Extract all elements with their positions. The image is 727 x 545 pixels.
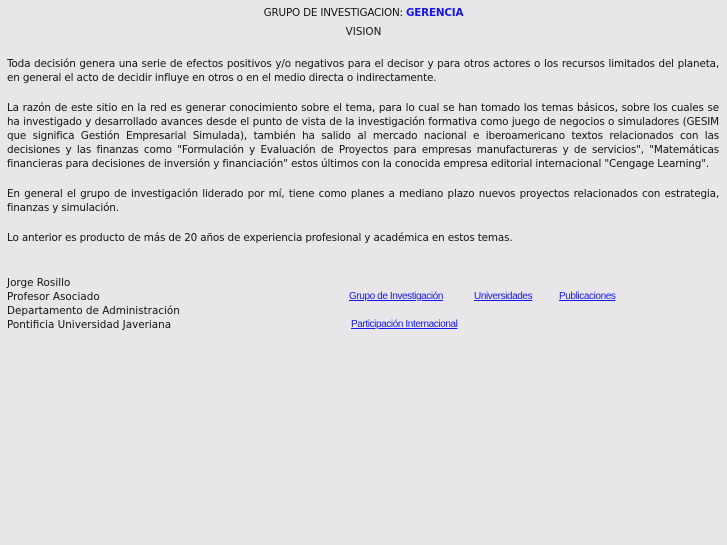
link-participacion-internacional[interactable]: Participación Internacional bbox=[351, 319, 458, 330]
paragraph: Toda decisión genera una serie de efectos positivos y/o negativos para el decisor y para otros actores o los recursos limitados del planeta, en general el acto de decidir influye en otros o en el medio directa o indirectamente. bbox=[7, 58, 719, 84]
author-university: Pontificia Universidad Javeriana bbox=[7, 319, 172, 331]
author-department: Departamento de Administración bbox=[7, 305, 180, 317]
page-title bbox=[0, 7, 727, 19]
vision-text bbox=[7, 57, 719, 261]
paragraph: La razón de este sitio en la red es generar conocimiento sobre el tema, para lo cual se han tomado los temas básicos, sobre los cuales se ha investigado y desarrollado avances desde el punto de vista de la investigación formativa como juego de negocios o simuladores (GESIM que significa Gestión Empresarial Simulada), también ha salido al mercado nacional e iberoamericano textos relacionados con las decisiones y las finanzas como "Formulación y Evaluación de Proyectos para empresas manufactureras y de servicios", "Matemáticas financieras para decisiones de inversión y financiación" estos últimos con la conocida empresa editorial internacional "Cengage Learning". bbox=[7, 102, 719, 170]
section-heading: VISION bbox=[345, 26, 382, 38]
author-title: Profesor Asociado bbox=[7, 291, 100, 303]
link-publicaciones[interactable]: Publicaciones bbox=[559, 291, 616, 302]
link-universidades[interactable]: Universidades bbox=[474, 291, 533, 302]
paragraph: Lo anterior es producto de más de 20 años de experiencia profesional y académica en estos temas. bbox=[7, 232, 513, 244]
link-grupo-investigacion[interactable]: Grupo de Investigación bbox=[349, 291, 444, 302]
title-accent: GERENCIA bbox=[405, 7, 464, 19]
author-name: Jorge Rosillo bbox=[7, 277, 71, 289]
title-prefix: GRUPO DE INVESTIGACION: bbox=[263, 7, 403, 19]
signature bbox=[7, 276, 180, 332]
paragraph: En general el grupo de investigación liderado por mí, tiene como planes a mediano plazo nuevos proyectos relacionados con estrategia, finanzas y simulación. bbox=[7, 188, 719, 214]
